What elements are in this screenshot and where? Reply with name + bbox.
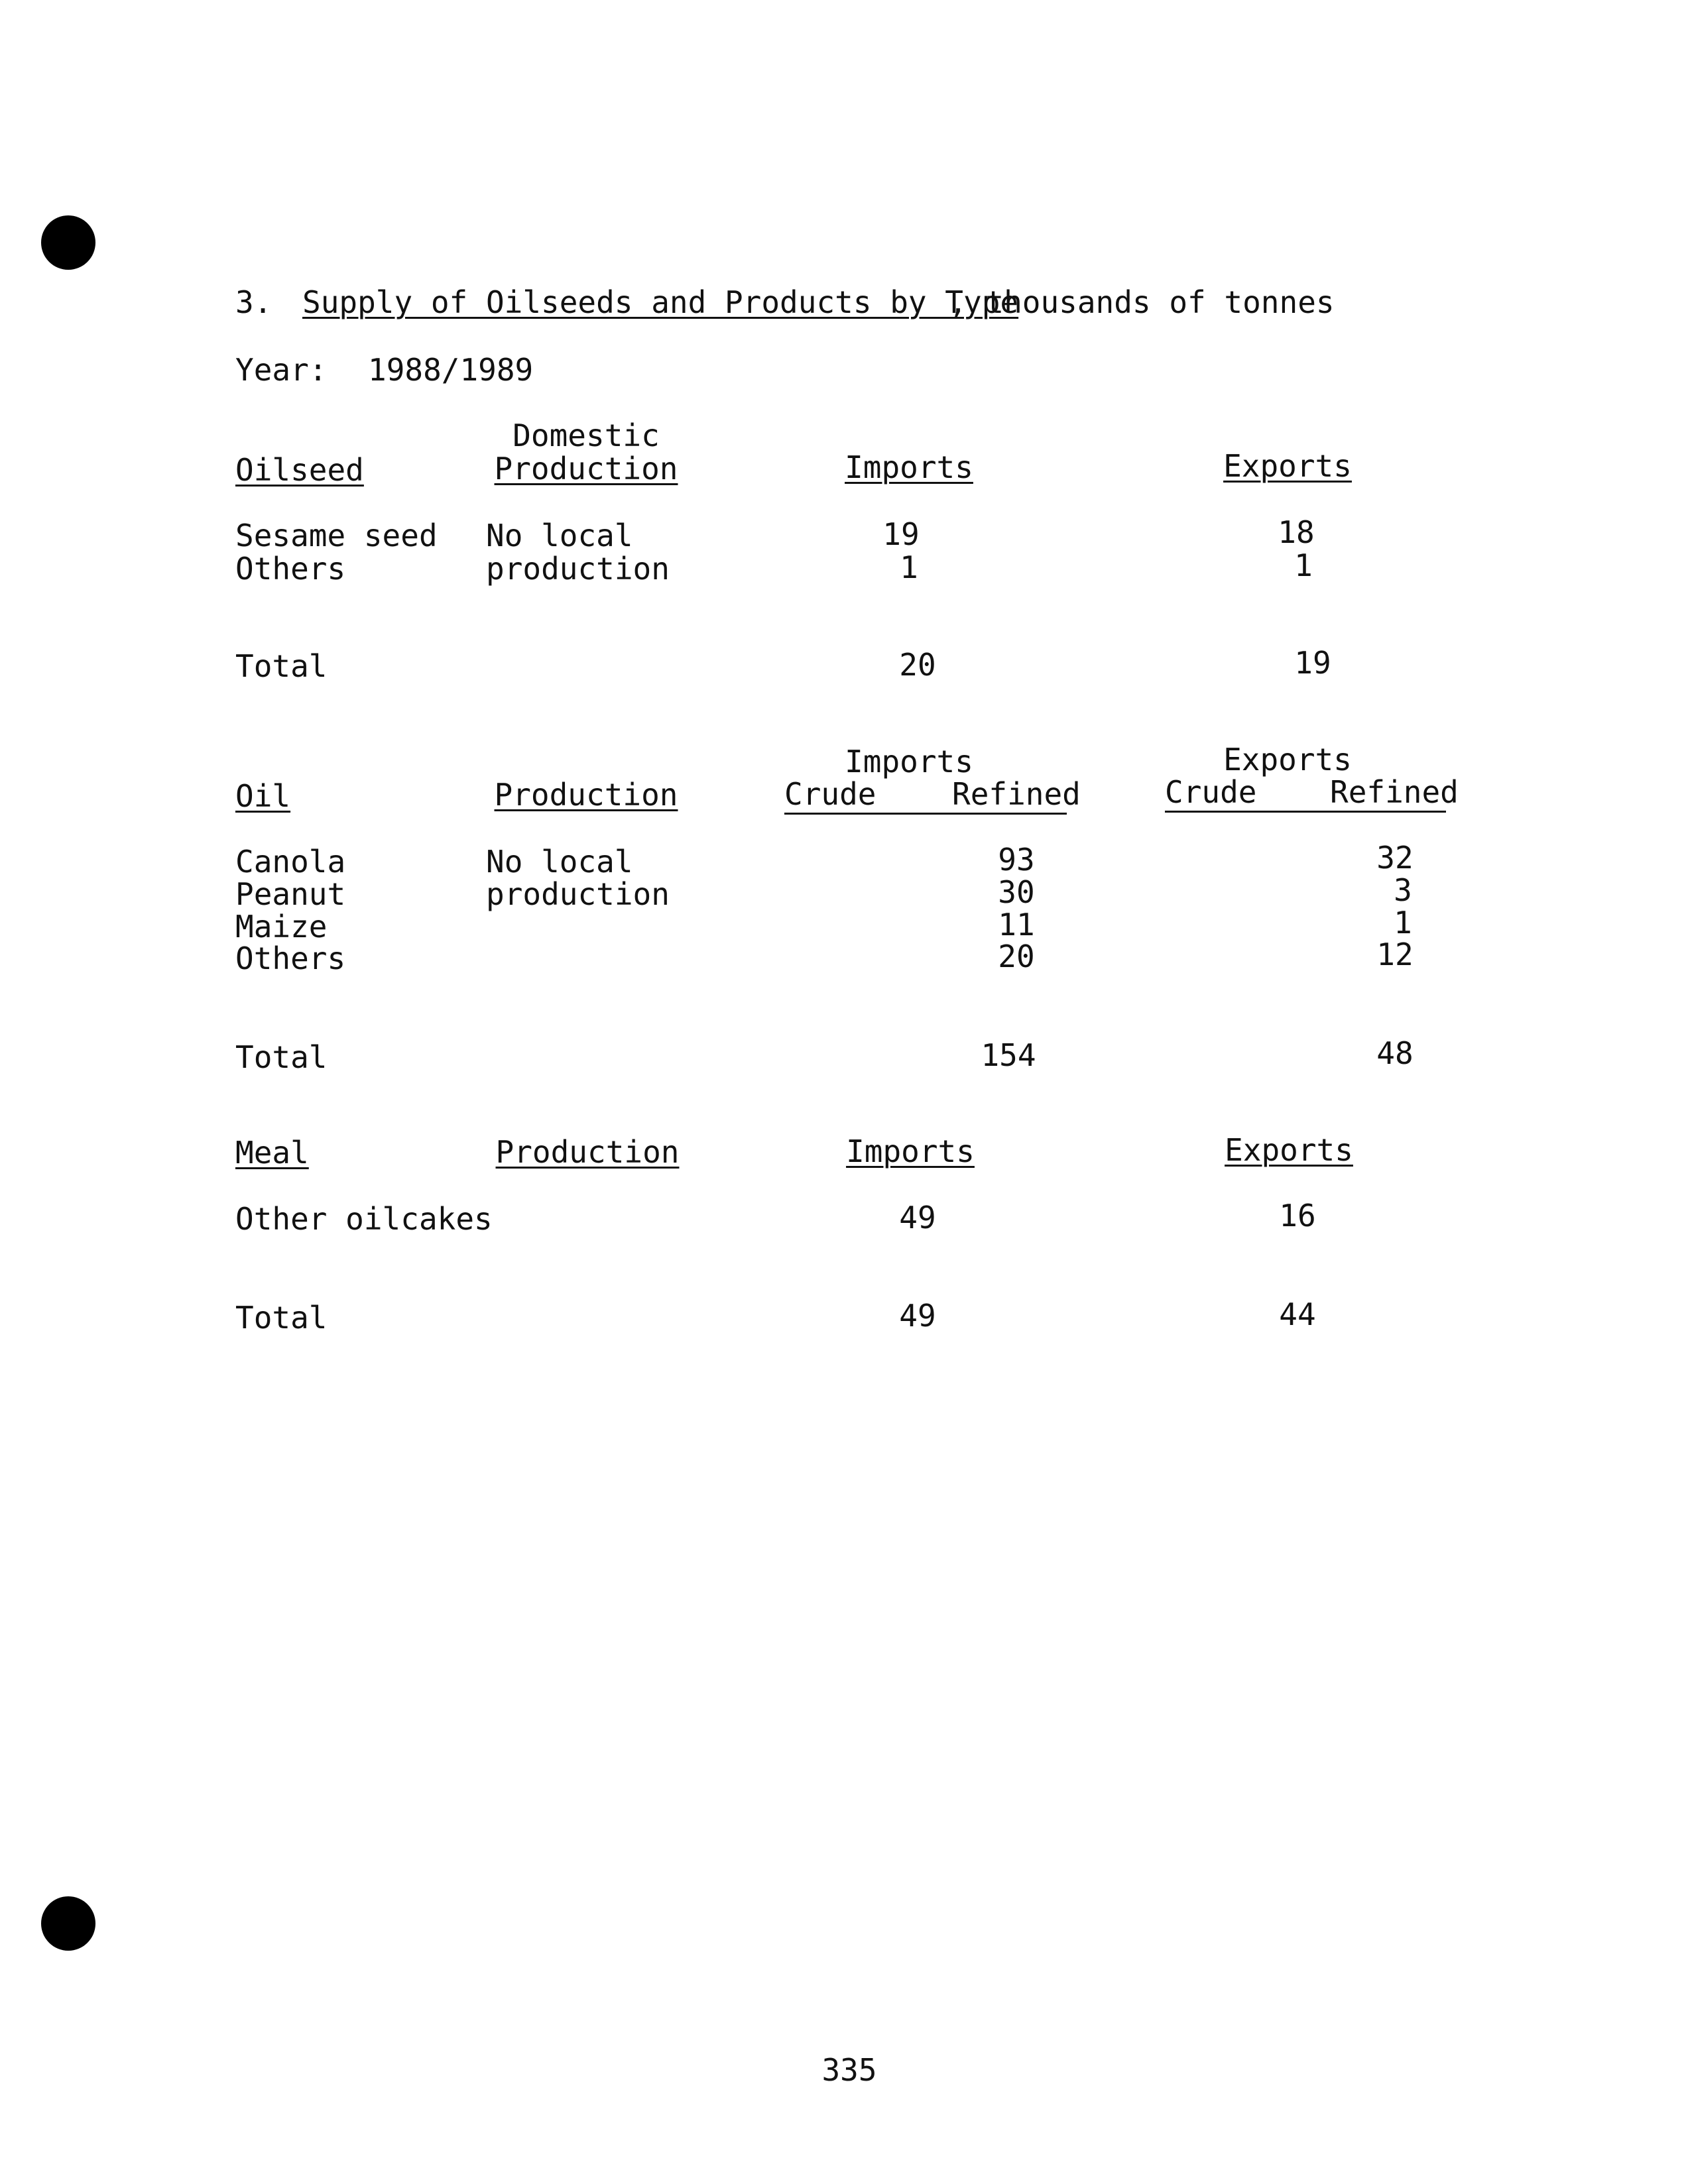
oilseed-total-exports: 19 — [1294, 645, 1331, 681]
meal-exports-header: Exports — [1225, 1132, 1353, 1168]
oil-row-exports-refined: 12 — [1376, 937, 1414, 972]
oil-row-exports-refined: 1 — [1394, 905, 1412, 941]
oilseed-row-name: Others — [235, 551, 346, 587]
oilseed-row-exports: 18 — [1278, 514, 1315, 550]
section-number: 3. — [235, 284, 272, 320]
oilseed-total-imports: 20 — [899, 647, 936, 683]
oil-total-label: Total — [235, 1039, 328, 1075]
meal-prod-header: Production — [495, 1134, 680, 1170]
oilseed-note-line2: production — [486, 551, 670, 587]
binder-hole-bottom — [41, 1896, 95, 1951]
oilseed-row-exports: 1 — [1294, 547, 1313, 583]
oil-exports-underline — [1165, 811, 1446, 813]
oilseed-prod-header-line1: Domestic — [512, 418, 660, 453]
oil-row-exports-refined: 3 — [1394, 872, 1412, 908]
oil-row-imports-refined: 20 — [998, 939, 1035, 974]
oil-imports-header: Imports — [845, 744, 973, 779]
oil-imports-underline — [784, 813, 1067, 815]
oil-item-header: Oil — [235, 778, 291, 814]
oil-imports-refined-header: Refined — [952, 776, 1081, 812]
oil-note-line2: production — [486, 876, 670, 912]
meal-row-exports: 16 — [1279, 1198, 1316, 1234]
oilseed-row-imports: 19 — [882, 516, 920, 552]
oil-row-exports-refined: 32 — [1376, 840, 1414, 876]
oilseed-total-label: Total — [235, 648, 328, 684]
section-title: Supply of Oilseeds and Products by Type — [302, 284, 1019, 320]
oilseed-row-name: Sesame seed — [235, 518, 438, 553]
oilseed-imports-header: Imports — [845, 449, 973, 485]
meal-total-label: Total — [235, 1300, 328, 1336]
oil-imports-crude-header: Crude — [784, 776, 876, 812]
oil-row-imports-refined: 93 — [998, 842, 1035, 878]
oil-total-imports: 154 — [981, 1037, 1036, 1073]
oil-row-name: Others — [235, 941, 346, 976]
oil-total-exports: 48 — [1376, 1035, 1414, 1071]
meal-row-name: Other oilcakes — [235, 1201, 493, 1237]
oil-row-name: Peanut — [235, 876, 346, 912]
oilseed-item-header: Oilseed — [235, 452, 364, 488]
oil-exports-header: Exports — [1223, 742, 1352, 777]
oil-row-name: Canola — [235, 844, 346, 880]
oil-exports-refined-header: Refined — [1330, 774, 1459, 810]
oilseed-exports-header: Exports — [1223, 448, 1352, 484]
oil-row-imports-refined: 30 — [998, 874, 1035, 910]
year-value: 1988/1989 — [368, 352, 534, 388]
page-number: 335 — [821, 2052, 877, 2088]
meal-total-imports: 49 — [899, 1298, 936, 1334]
binder-hole-top — [41, 215, 95, 270]
meal-imports-header: Imports — [846, 1133, 975, 1169]
meal-row-imports: 49 — [899, 1200, 936, 1236]
year-label: Year: — [235, 352, 328, 388]
oilseed-prod-header-line2: Production — [494, 451, 678, 487]
oil-note-line1: No local — [486, 844, 633, 880]
meal-item-header: Meal — [235, 1135, 309, 1171]
oilseed-row-imports: 1 — [900, 549, 918, 585]
oil-row-imports-refined: 11 — [998, 907, 1035, 943]
oil-row-name: Maize — [235, 909, 328, 945]
section-title-suffix: , thousands of tonnes — [949, 284, 1335, 320]
oil-exports-crude-header: Crude — [1165, 774, 1257, 810]
meal-total-exports: 44 — [1279, 1296, 1316, 1332]
oil-prod-header: Production — [494, 777, 678, 813]
oilseed-note-line1: No local — [486, 518, 633, 553]
